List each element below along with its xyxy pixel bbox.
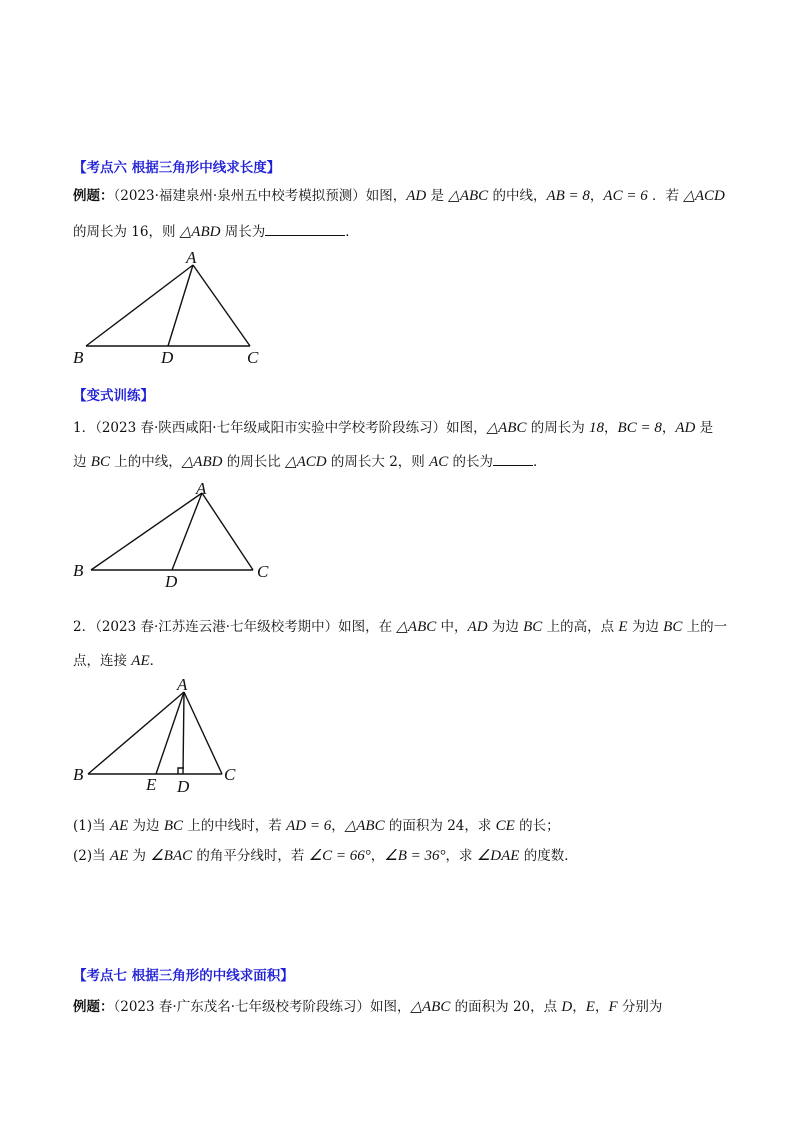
text: 边 [73,454,91,470]
math-AC: AC [429,454,449,470]
math-BC-eq: BC = 8 [617,420,662,436]
math-E: E [618,619,628,635]
label-A: A [196,479,207,498]
text: ． [345,224,359,240]
text: ， [370,848,385,864]
label-B: B [73,765,84,784]
text: 的周长大 2，则 [326,454,430,470]
text: 是 [695,420,714,436]
math-triangle-ABC: △ABC [486,420,527,436]
math-angle-DAE: ∠DAE [476,848,520,864]
text: 的面积为 20，点 [450,999,562,1015]
text: ． [533,454,547,470]
text: 为边 [627,619,664,635]
label-C: C [224,765,236,784]
math-AE: AE [131,653,150,669]
math-triangle-ABC: △ABC [396,619,437,635]
text: 周长为 [220,224,266,240]
figure-3-lines [88,692,222,774]
text: 的中线， [488,188,547,204]
text: ， [572,999,586,1015]
math-triangle-ACD: △ACD [285,454,327,470]
math-AE: AE [109,848,129,864]
math-BC: BC [663,619,683,635]
example-source: （2023·福建泉州·泉州五中校考模拟预测）如图， [113,188,407,204]
text: ， [331,818,345,834]
label-D: D [177,777,190,796]
math-angle-BAC: ∠BAC [150,848,193,864]
label-A: A [177,675,188,694]
math-AE: AE [109,818,129,834]
label-E: E [146,775,157,794]
math-18: 18 [589,420,605,436]
math-AD: AD [467,619,488,635]
math-triangle-ABC: △ABC [344,818,385,834]
variant-header: 【变式训练】 [73,388,154,404]
text: 为 [128,848,151,864]
example-label: 例题： [73,999,114,1015]
text: 中， [436,619,468,635]
text: ， [661,420,676,436]
label-D: D [161,348,174,367]
math-triangle-ABC: △ABC [410,999,451,1015]
math-AD: AD [675,420,696,436]
math-AC-eq: AC = 6 [603,188,648,204]
label-B: B [73,561,84,580]
section-header-7: 【考点七 根据三角形的中线求面积】 [73,968,294,984]
math-triangle-ABD: △ABD [179,224,221,240]
text: ．若 [647,188,684,204]
text: 的周长为 [526,420,590,436]
question-number: 1． [73,420,96,436]
label-A: A [186,248,197,267]
text: 的长； [514,818,560,834]
question-source: （2023 春·陕西咸阳·七年级咸阳市实验中学校考阶段练习）如图， [95,420,487,436]
example-source: （2023 春·广东茂名·七年级校考阶段练习）如图， [113,999,411,1015]
math-BC: BC [163,818,184,834]
text: 上的高，点 [542,619,619,635]
math-angle-C: ∠C = 66° [308,848,371,864]
text: ， [589,188,604,204]
text: 上的中线， [109,454,182,470]
text: 上的一 [682,619,728,635]
question-source: （2023 春·江苏连云港·七年级校考期中）如图，在 [95,619,397,635]
label-D: D [165,572,178,591]
math-AD-eq: AD = 6 [286,818,332,834]
text: 的度数． [519,848,578,864]
math-angle-B: ∠B = 36° [384,848,446,864]
text: ， [594,999,609,1015]
text: 的周长为 16，则 [73,224,180,240]
text: (1)当 [73,818,110,834]
math-triangle-ABD: △ABD [181,454,223,470]
math-triangle-ACD: △ACD [683,188,725,204]
math-BC: BC [523,619,543,635]
text: 是 [426,188,449,204]
text: 的周长比 [222,454,286,470]
text: 为边 [487,619,524,635]
example-7-line1 [73,997,662,1017]
text: 上的中线时，若 [183,818,287,834]
question-number: 2． [73,619,96,635]
math-triangle-ABC: △ABC [448,188,489,204]
text: 的角平分线时，若 [192,848,309,864]
text: ，求 [445,848,477,864]
math-E: E [585,999,595,1015]
label-C: C [247,348,259,367]
text: 的长为 [448,454,494,470]
math-D: D [561,999,573,1015]
text: 分别为 [617,999,663,1015]
example-label: 例题： [73,188,114,204]
math-F: F [608,999,618,1015]
text: (2)当 [73,848,110,864]
text: ， [604,420,618,436]
text: 的面积为 24，求 [384,818,496,834]
sub-question-1 [73,816,560,836]
label-C: C [257,562,269,581]
math-BC: BC [90,454,110,470]
text: 点，连接 [73,653,132,669]
text: ． [149,653,164,669]
sub-question-2 [73,846,578,866]
label-B: B [73,348,84,367]
section-header-6: 【考点六 根据三角形中线求长度】 [73,160,281,176]
math-AB-eq: AB = 8 [546,188,590,204]
text: 为边 [128,818,164,834]
math-AD: AD [406,188,427,204]
math-CE: CE [495,818,515,834]
